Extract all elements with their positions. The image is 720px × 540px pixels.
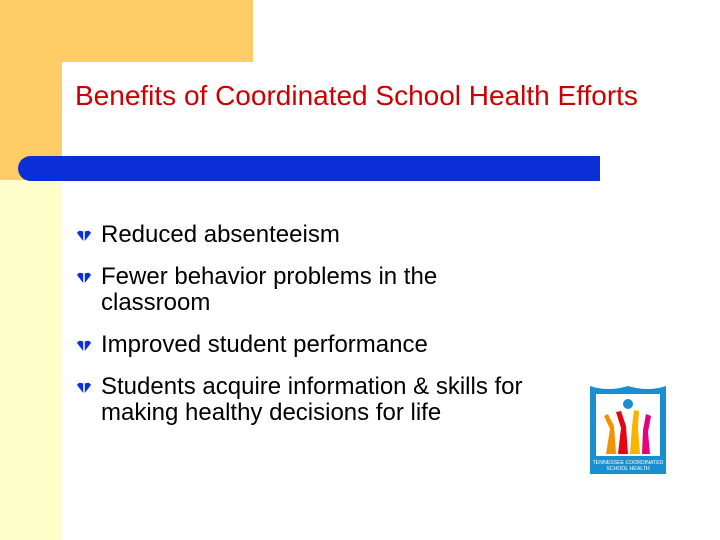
diamond-bullet-icon: [75, 336, 93, 354]
list-item: [75, 332, 545, 358]
diamond-bullet-icon: [75, 378, 93, 396]
list-item: [75, 222, 545, 248]
bullet-text: Students acquire information & skills for making healthy decisions for life: [101, 373, 523, 426]
bullet-text: Reduced absenteeism: [101, 221, 340, 248]
title-underline-bar: [18, 156, 600, 181]
diamond-bullet-icon: [75, 226, 93, 244]
list-item: [75, 264, 545, 316]
school-health-logo: [588, 384, 668, 476]
top-decor-block: [0, 0, 253, 62]
bullet-text: Fewer behavior problems in the classroom: [101, 263, 438, 316]
svg-text:TENNESSEE COORDINATED: TENNESSEE COORDINATED: [592, 460, 664, 466]
svg-text:SCHOOL HEALTH: SCHOOL HEALTH: [606, 466, 650, 472]
list-item: [75, 374, 545, 426]
bullet-list: [75, 222, 545, 442]
diamond-bullet-icon: [75, 268, 93, 286]
bullet-text: Improved student performance: [101, 331, 428, 358]
slide-title: Benefits of Coordinated School Health Efforts: [75, 80, 638, 111]
